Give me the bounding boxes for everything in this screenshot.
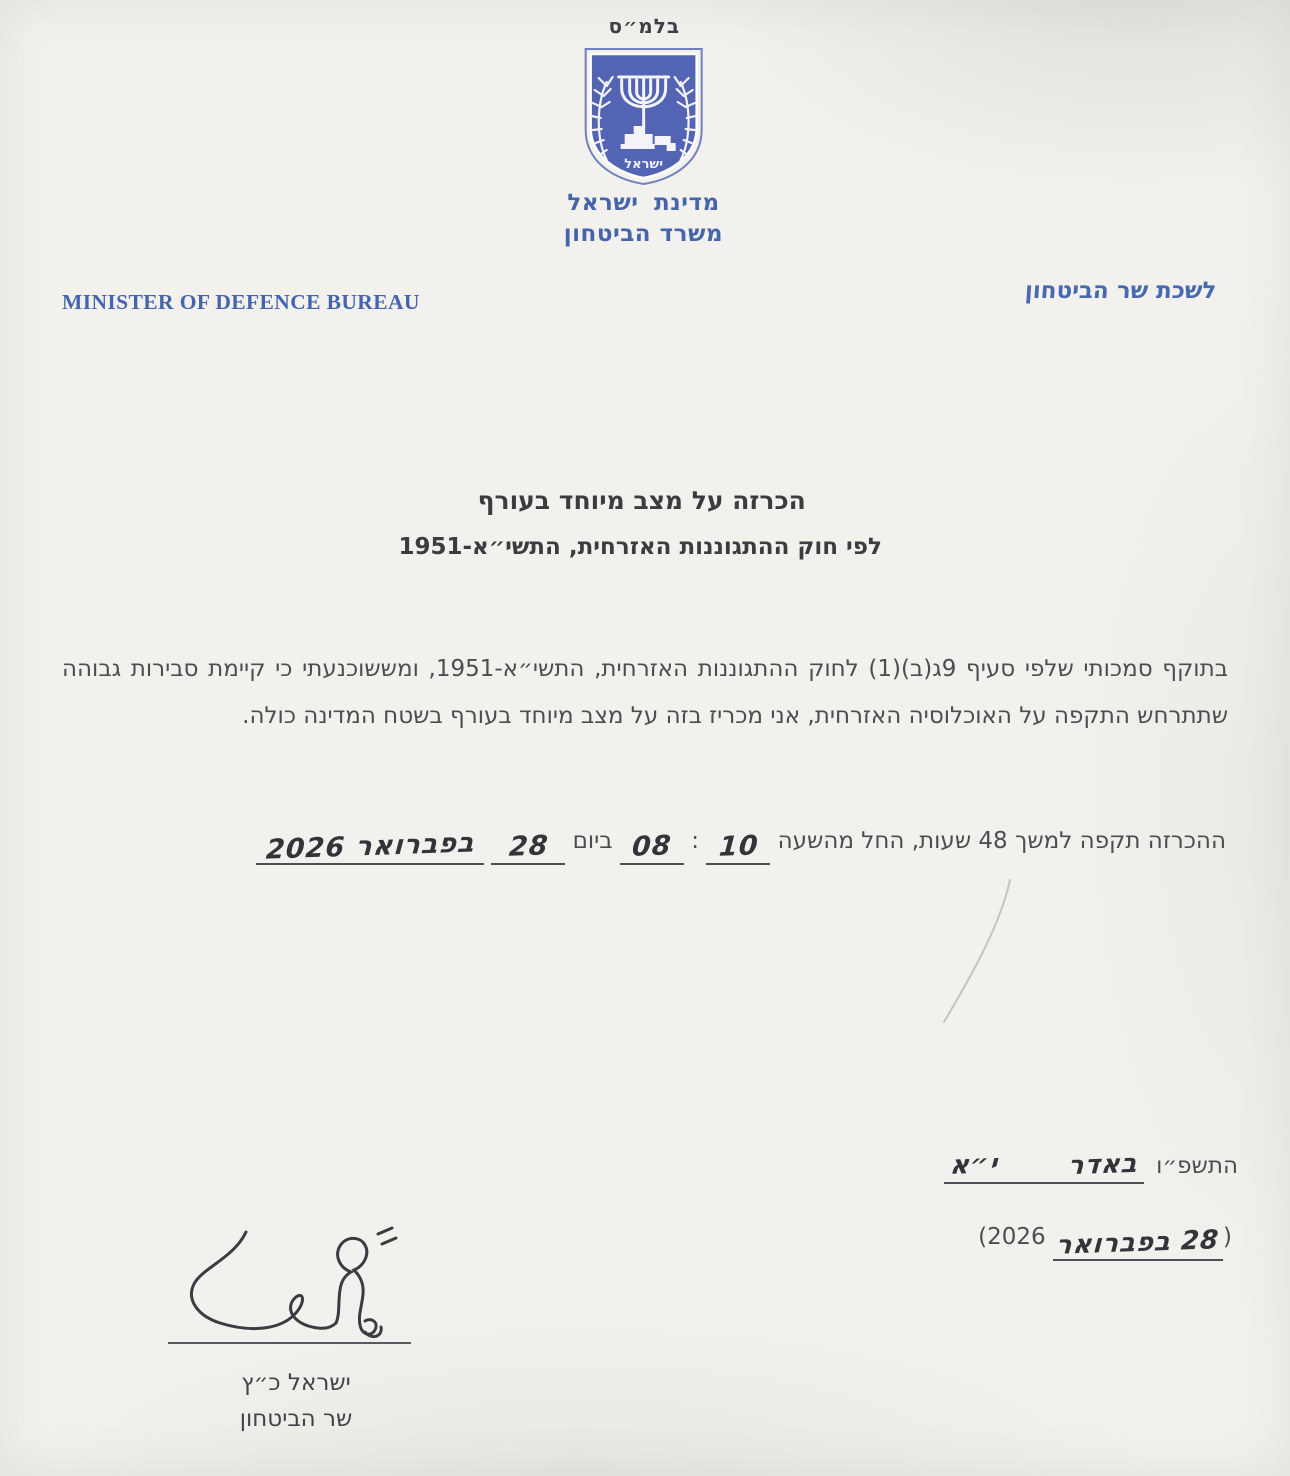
declaration-body-text: בתוקף סמכותי שלפי סעיף 9ג(ב)(1) לחוק ההתגוננות האזרחית, התשי״א-1951, ומששוכנעתי כי קיימת סבירות גבוהה שתתרחש התקפה על האוכלוסיה האזרחית, אני מכריז בזה על מצב מיוחד בעורף בשטח המדינה כולה. [62, 656, 1228, 729]
hour-fill-field [706, 832, 770, 865]
open-paren: ( [1223, 1224, 1232, 1250]
validity-line [256, 828, 1226, 865]
document-subtitle: לפי חוק ההתגוננות האזרחית, התשי״א-1951 [398, 534, 882, 560]
day-fill-field [491, 832, 565, 865]
gregorian-year-text: 2026) [978, 1224, 1046, 1250]
handwritten-hebrew-day: י״א [949, 1149, 1000, 1181]
signature-line [168, 1342, 411, 1344]
hebrew-date-line [944, 1150, 1238, 1184]
gregorian-fill-field [1053, 1225, 1223, 1261]
minute-fill-field [620, 832, 684, 865]
document-title: הכרזה על מצב מיוחד בעורף [477, 486, 806, 515]
day-word-text: ביום [572, 828, 613, 854]
classification-marking: בלמ״ס [608, 14, 681, 38]
time-separator: : [691, 828, 699, 854]
handwritten-hebrew-month: באדר [1067, 1148, 1140, 1182]
handwritten-day: 28 [507, 830, 550, 863]
israel-state-emblem-icon [577, 44, 711, 190]
bureau-title-english: MINISTER OF DEFENCE BUREAU [62, 290, 420, 314]
signatory-name: ישראל כ״ץ [241, 1370, 351, 1396]
state-name: מדינת ישראל [567, 190, 720, 216]
signature-scribble [168, 1224, 424, 1350]
gregorian-date-line [978, 1224, 1232, 1261]
handwritten-minute: 08 [631, 830, 673, 863]
handwritten-hour: 10 [717, 830, 760, 863]
ministry-name: משרד הביטחון [563, 221, 724, 247]
emblem-country-label: ישראל [624, 157, 664, 172]
month-year-fill-field [256, 827, 484, 866]
signatory-role: שר הביטחון [239, 1406, 353, 1432]
hebrew-date-fill-field [944, 1150, 1144, 1184]
handwritten-gregorian-day-month: 28 בפברואר [1055, 1225, 1221, 1261]
handwritten-month-year: בפברואר 2026 [264, 827, 476, 866]
bureau-title-hebrew: לשכת שר הביטחון [1023, 278, 1217, 304]
validity-prefix-text: ההכרזה תקפה למשך 48 שעות, החל מהשעה [777, 828, 1226, 854]
stray-pen-mark [938, 876, 1022, 1030]
hebrew-year-text: התשפ״ו [1156, 1153, 1238, 1179]
